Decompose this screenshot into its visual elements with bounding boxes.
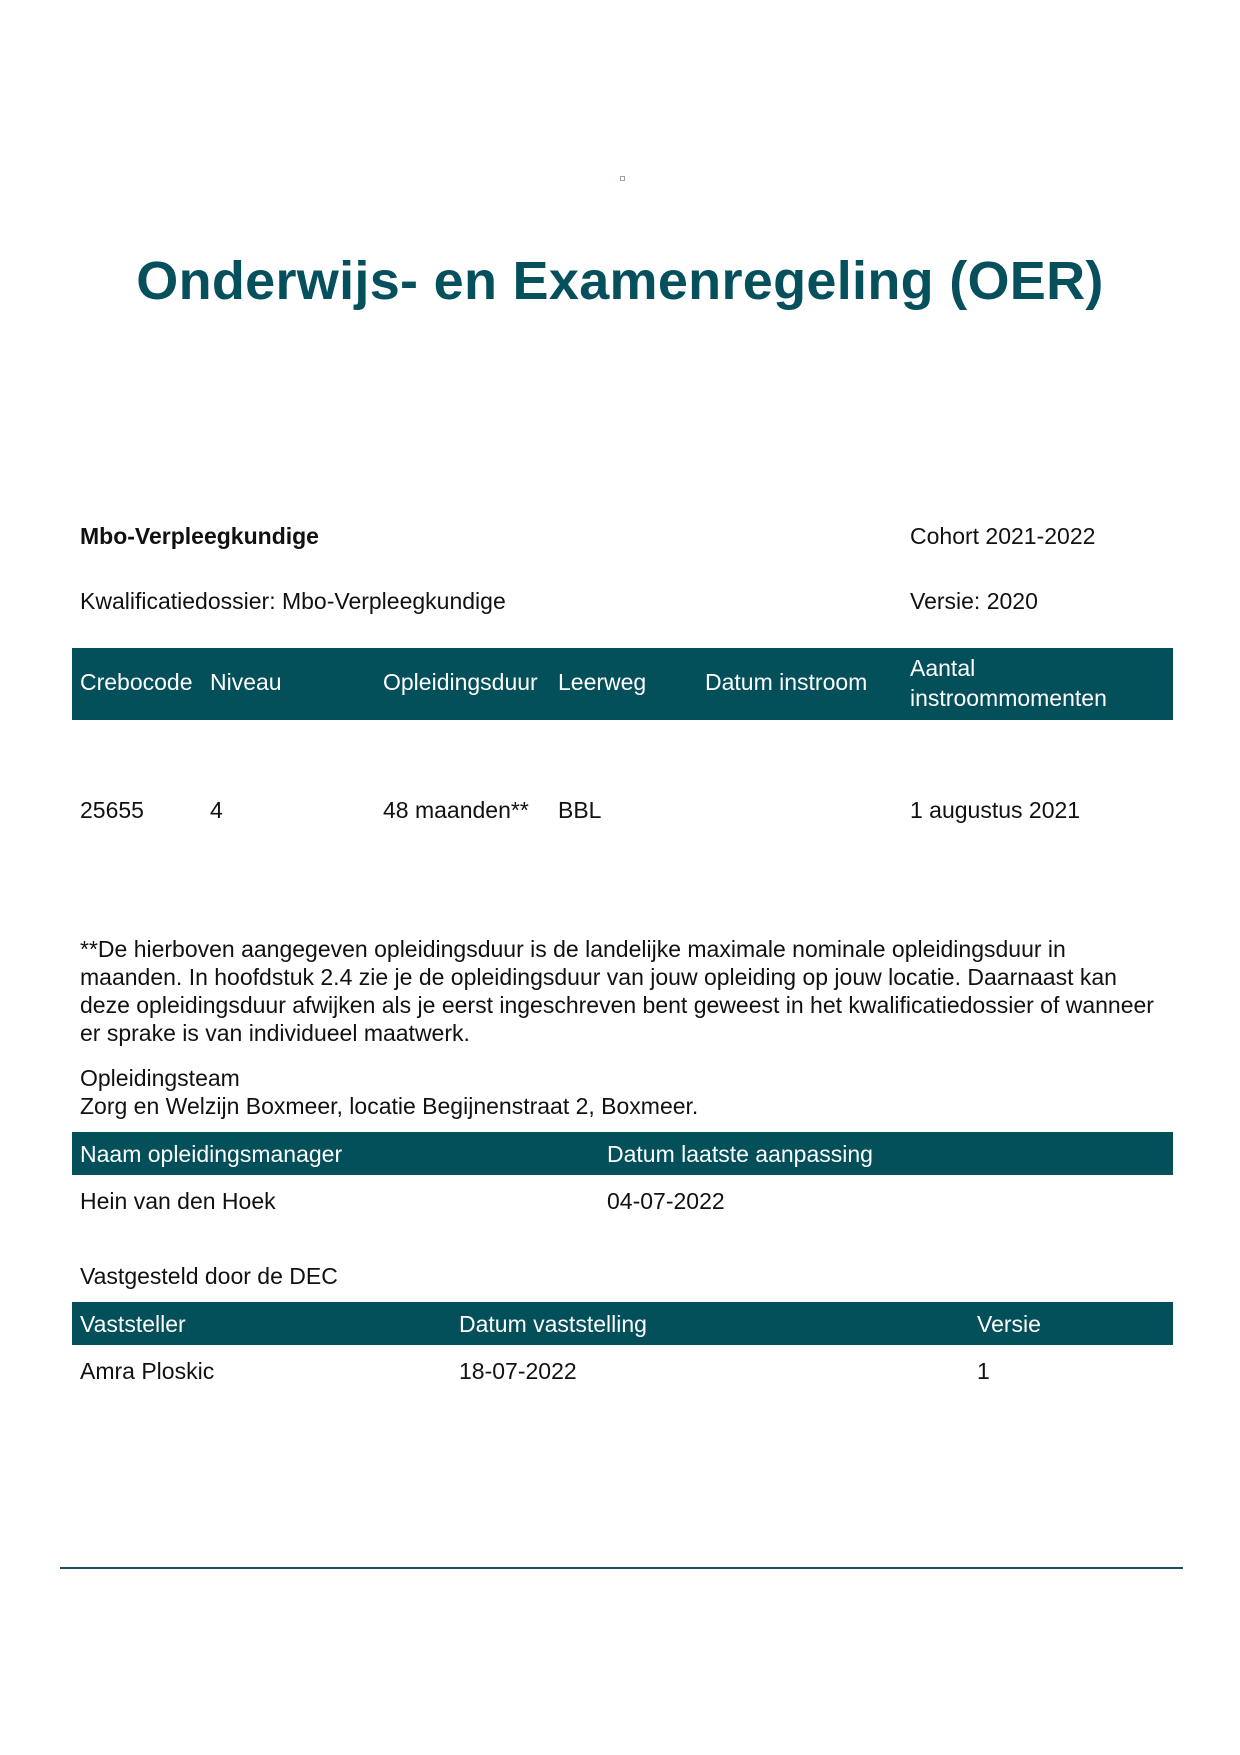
cell-vaststeller: Amra Ploskic bbox=[80, 1358, 215, 1384]
header-versie: Versie bbox=[977, 1311, 1041, 1337]
version-label: Versie: 2020 bbox=[910, 588, 1038, 614]
program-table-header bbox=[72, 648, 1173, 720]
cell-versie: 1 bbox=[977, 1358, 990, 1384]
footer-divider bbox=[60, 1567, 1183, 1569]
dec-label: Vastgesteld door de DEC bbox=[80, 1263, 338, 1289]
cell-datum-aanpassing: 04-07-2022 bbox=[607, 1188, 725, 1214]
team-value: Zorg en Welzijn Boxmeer, locatie Begijnenstraat 2, Boxmeer. bbox=[80, 1093, 699, 1119]
header-opleidingsduur: Opleidingsduur bbox=[383, 669, 538, 695]
cell-manager: Hein van den Hoek bbox=[80, 1188, 276, 1214]
header-aantal-line2: instroommomenten bbox=[910, 685, 1107, 711]
cell-aantal: 1 augustus 2021 bbox=[910, 797, 1081, 823]
footnote: **De hierboven aangegeven opleidingsduur is de landelijke maximale nominale opleidingsduur in maanden. In hoofdstuk 2.4 zie je de opleidingsduur van jouw opleiding op jouw locatie. Daarnaast kan deze opleidingsduur afwijken als je eerst ingeschreven bent geweest in het kwalificatiedossier of wanneer er sprake is van individueel maatwerk. bbox=[80, 936, 1154, 1046]
header-niveau: Niveau bbox=[210, 669, 282, 695]
team-label: Opleidingsteam bbox=[80, 1065, 240, 1091]
header-vaststeller: Vaststeller bbox=[80, 1311, 186, 1337]
cell-niveau: 4 bbox=[210, 797, 223, 823]
header-datum-vaststelling: Datum vaststelling bbox=[459, 1311, 647, 1337]
header-crebocode: Crebocode bbox=[80, 669, 193, 695]
cell-datum-vaststelling: 18-07-2022 bbox=[459, 1358, 577, 1384]
header-aantal-line1: Aantal bbox=[910, 655, 976, 681]
cohort-label: Cohort 2021-2022 bbox=[910, 523, 1096, 549]
program-name: Mbo-Verpleegkundige bbox=[80, 523, 319, 549]
placeholder-image-box bbox=[620, 176, 625, 181]
cell-crebocode: 25655 bbox=[80, 797, 144, 823]
header-datum-instroom: Datum instroom bbox=[705, 669, 868, 695]
header-manager: Naam opleidingsmanager bbox=[80, 1141, 343, 1167]
header-leerweg: Leerweg bbox=[558, 669, 647, 695]
cell-opleidingsduur: 48 maanden** bbox=[383, 797, 529, 823]
dossier-label: Kwalificatiedossier: Mbo-Verpleegkundige bbox=[80, 588, 506, 614]
manager-table-header bbox=[72, 1132, 1173, 1175]
cell-leerweg: BBL bbox=[558, 797, 602, 823]
page-title: Onderwijs- en Examenregeling (OER) bbox=[136, 251, 1104, 311]
header-datum-aanpassing: Datum laatste aanpassing bbox=[607, 1141, 873, 1167]
dec-table-header bbox=[72, 1302, 1173, 1345]
